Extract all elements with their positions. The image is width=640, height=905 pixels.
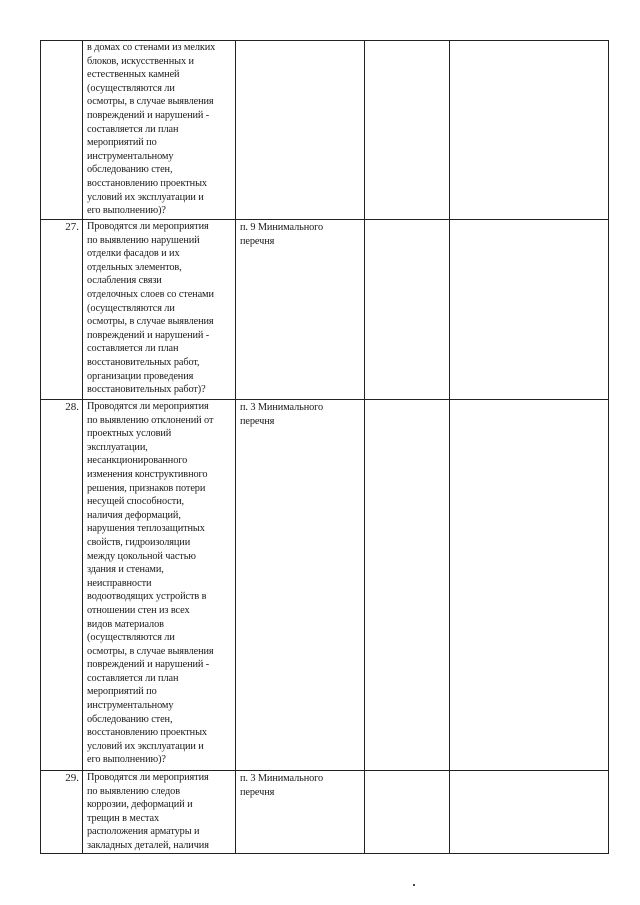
table-row <box>41 41 609 220</box>
reference-cell <box>236 41 365 220</box>
question-text: в домах со стенами из мелких блоков, искусственных и естественных камней (осуществляются ли осмотры, в случае выявления повреждений и нарушений - составляется ли план мероприятий по инструментальному обследованию стен, восстановлению проектных условий их эксплуатации и его выполнению)? <box>87 42 216 217</box>
checklist-page <box>40 40 609 854</box>
question-text: Проводятся ли мероприятия по выявлению нарушений отделки фасадов и их отдельных элементов, ослабления связи отделочных слоев со стенами (осуществляются ли осмотры, в случае выявления повреждений и нарушений - составляется ли план восстановительных работ, организации проведения восстановительных работ)? <box>87 221 214 396</box>
question-text: Проводятся ли мероприятия по выявлению отклонений от проектных условий эксплуатации, несанкционированного изменения конструктивного решения, признаков потери несущей способности, наличия деформаций, нарушения теплозащитных свойств, гидроизоляции между цокольной частью здания и стенами, неисправности водоотводящих устройств в отношении стен из всех видов материалов (осуществляются ли осмотры, в случае выявления повреждений и нарушений - составляется ли план мероприятий по инструментальному обследованию стен, восстановлению проектных условий их эксплуатации и его выполнению)? <box>87 401 214 766</box>
reference-cell <box>236 771 365 854</box>
empty-cell <box>365 771 450 854</box>
question-cell <box>83 400 236 771</box>
question-cell <box>83 771 236 854</box>
table-row <box>41 771 609 854</box>
checklist-table <box>40 40 609 854</box>
reference-text: п. 9 Минимального перечня <box>240 222 324 247</box>
scan-speck <box>413 884 415 886</box>
empty-cell <box>365 400 450 771</box>
question-text: Проводятся ли мероприятия по выявлению следов коррозии, деформаций и трещин в местах расположения арматуры и закладных деталей, наличия <box>87 772 209 851</box>
question-cell <box>83 220 236 400</box>
row-number: 29. <box>41 771 83 854</box>
reference-cell <box>236 220 365 400</box>
reference-text <box>236 41 364 42</box>
question-cell <box>83 41 236 220</box>
empty-cell <box>450 41 609 220</box>
row-number <box>41 41 83 220</box>
reference-text: п. 3 Минимального перечня <box>240 773 324 798</box>
empty-cell <box>365 220 450 400</box>
empty-cell <box>450 220 609 400</box>
reference-cell <box>236 400 365 771</box>
empty-cell <box>450 771 609 854</box>
empty-cell <box>365 41 450 220</box>
reference-text: п. 3 Минимального перечня <box>240 402 324 427</box>
table-row <box>41 220 609 400</box>
empty-cell <box>450 400 609 771</box>
row-number: 27. <box>41 220 83 400</box>
row-number: 28. <box>41 400 83 771</box>
table-row <box>41 400 609 771</box>
